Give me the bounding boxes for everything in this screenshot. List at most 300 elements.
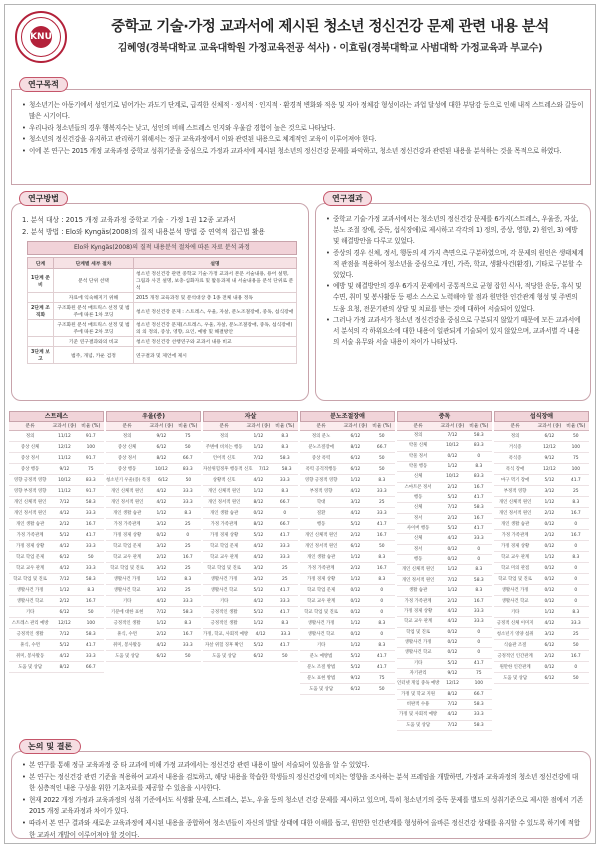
result-table-cell: 0: [477, 546, 481, 552]
result-table-row: [203, 629, 298, 640]
result-table-cell: 6/12: [156, 445, 167, 450]
result-table-cell: 0: [380, 632, 384, 637]
result-table-cell: 가정 가족관계: [113, 522, 141, 527]
result-table-cell: 50: [282, 654, 288, 659]
result-table-cell: 증상 신체: [117, 445, 137, 450]
result-table-row: [106, 585, 201, 596]
result-table-cell: 긍정적인 생활: [113, 621, 141, 626]
result-table-heading: 교과서 (종): [537, 424, 562, 429]
result-table-cell: 16.7: [473, 484, 484, 490]
university-logo: [15, 11, 67, 63]
result-table-row: [9, 464, 104, 475]
result-table-cell: 0: [477, 557, 481, 563]
result-table-row: [397, 431, 492, 441]
method-table-heading: 단계별 세부 절차: [54, 258, 134, 269]
result-table-cell: 8.3: [378, 643, 386, 648]
result-table-row: [203, 464, 298, 475]
result-table-row: [300, 464, 395, 475]
result-table-cell: 0/12: [544, 566, 555, 571]
method-table-cell: 범주, 개념, 카운 검정: [54, 347, 134, 364]
result-table-cell: 41.7: [376, 665, 387, 670]
result-table-cell: 33.3: [182, 599, 193, 604]
result-table-cell: 50: [379, 544, 385, 549]
result-table-cell: 1/12: [447, 588, 458, 594]
result-table-cell: 6/12: [350, 434, 361, 439]
result-table-cell: 10/12: [446, 443, 459, 449]
result-table-cell: 8/12: [253, 500, 264, 505]
result-table-row: [106, 552, 201, 563]
result-table-row: [9, 497, 104, 508]
result-table-row: [300, 508, 395, 519]
result-table-row: [9, 563, 104, 574]
result-table-row: [494, 475, 589, 486]
result-table-cell: 증상 정서: [20, 456, 40, 461]
result-table-cell: 8/12: [59, 665, 70, 670]
discussion-item: • 현재 2022 개정 가정과 교육과정의 성취 기준에서도 식생활 문제, 스트레스, 분노, 우울 등의 청소년 건강 문제를 제시하고 있으며, 특히 청소년기의 중독 문제를 별도의 성취기준으로 제시한 점에서 기존 2015 개정 교육과정과 차이가 있다.: [22, 795, 584, 818]
result-table-row: [203, 486, 298, 497]
result-table-cell: 50: [573, 434, 579, 439]
result-table-row: [300, 596, 395, 607]
result-table-cell: 증상 신체: [20, 445, 40, 450]
result-table-cell: 5/12: [350, 654, 361, 659]
method-table-cell: 2015 개정 교육과정 및 분석대상 총 1종 전체 내용 정독: [134, 293, 297, 303]
result-table-cell: 가정 및 학교 지원: [401, 691, 436, 697]
result-table-row: [494, 497, 589, 508]
result-table-cell: 2/12: [350, 566, 361, 571]
result-table-cell: 8.3: [572, 555, 580, 560]
result-table-cell: 10/12: [446, 474, 459, 480]
result-table-row: [300, 442, 395, 453]
result-table-cell: 8.3: [475, 464, 483, 470]
result-table-header: [9, 422, 104, 431]
method-table-header: [28, 258, 297, 269]
result-table-cell: 33.3: [376, 489, 387, 494]
result-table-row: [106, 596, 201, 607]
result-table-cell: 4/12: [59, 654, 70, 659]
result-table-header: [494, 422, 589, 431]
method-table-row: [28, 337, 297, 347]
result-table-cell: 83.3: [182, 467, 193, 472]
result-table-row: [203, 508, 298, 519]
result-table-row: [9, 530, 104, 541]
result-table-cell: 주변에 비치는 행동: [205, 445, 243, 450]
result-table-row: [106, 563, 201, 574]
result-table-row: [494, 519, 589, 530]
result-table-cell: 학교 미의 관점: [500, 566, 530, 571]
result-table-cell: 가정 경제 상황: [403, 608, 433, 614]
result-table-cell: 4/12: [156, 599, 167, 604]
result-table-cell: 휴식, 수면: [20, 643, 40, 648]
result-table-cell: 12/12: [446, 681, 459, 687]
result-table-cell: 개인 생활 습관: [209, 511, 239, 516]
result-table-cell: 7/12: [447, 577, 458, 583]
result-table-row: [494, 563, 589, 574]
result-table-row: [494, 585, 589, 596]
result-table-cell: 0: [574, 544, 578, 549]
result-table-cell: 12/12: [543, 445, 556, 450]
result-table-cell: 행동: [413, 557, 423, 563]
result-table-cell: 9/12: [447, 670, 458, 676]
result-table-row: [9, 629, 104, 640]
result-table-cell: 91.7: [85, 489, 96, 494]
result-table-heading: 교과서 (종): [149, 424, 174, 429]
result-table-cell: 1/12: [350, 643, 361, 648]
result-table-row: [397, 721, 492, 731]
result-table-row: [300, 662, 395, 673]
result-table-cell: 도움 및 상담: [115, 654, 140, 659]
result-table-heading: 비율 (%): [372, 424, 392, 429]
result-table-title: 자살: [203, 411, 298, 422]
result-table-cell: 1/12: [156, 511, 167, 516]
result-table-row: [106, 629, 201, 640]
result-table-row: [397, 659, 492, 669]
result-table-cell: 긍정적인 인간관계: [497, 654, 533, 659]
result-table-cell: 7/12: [59, 577, 70, 582]
result-table-cell: 생활사건 학교: [113, 588, 141, 593]
result-table-row: [9, 431, 104, 442]
result-table-row: [494, 508, 589, 519]
result-table-cell: 7/12: [59, 632, 70, 637]
result-table-cell: 0/12: [447, 639, 458, 645]
result-table-cell: 75: [185, 434, 191, 439]
result-table-row: [300, 486, 395, 497]
result-table-cell: 58.3: [85, 500, 96, 505]
result-table-cell: 3/12: [350, 500, 361, 505]
result-table-cell: 거식증: [508, 445, 522, 450]
method-list: [22, 214, 304, 238]
result-table-cell: 개인 생활 습관: [15, 522, 45, 527]
result-table-cell: 9/12: [544, 456, 555, 461]
method-table-cell: [28, 337, 54, 347]
result-table-cell: 1/12: [544, 610, 555, 615]
result-table-row: [9, 618, 104, 629]
result-table-row: [397, 441, 492, 451]
result-table-cell: 가정 경제 상황: [15, 544, 45, 549]
result-table-cell: 학교 학업 문제: [112, 544, 142, 549]
result-table-cell: 개인 생활 습관: [112, 511, 142, 516]
result-table-cell: 4/12: [447, 619, 458, 625]
result-table-cell: 4/12: [253, 544, 264, 549]
result-table-cell: 8.3: [281, 489, 289, 494]
result-table-cell: 91.7: [85, 456, 96, 461]
result-table-cell: 개인 생활 습관: [306, 555, 336, 560]
result-table-cell: 0: [477, 650, 481, 656]
method-table-cell: 구조화된 분석 매트릭스 선정 및 범주에 따른 2차 코딩: [54, 320, 134, 337]
result-table-row: [397, 700, 492, 710]
result-table-row: [300, 497, 395, 508]
result-table-cell: 학업 및 진로: [406, 629, 431, 635]
result-table-row: [203, 442, 298, 453]
result-table-cell: 기타: [219, 599, 229, 604]
result-table-cell: 0: [477, 639, 481, 645]
result-table-cell: 8.3: [572, 500, 580, 505]
result-table-cell: 8.3: [184, 511, 192, 516]
result-table-cell: 0/12: [447, 453, 458, 459]
result-table-cell: 개인 신체적 원인: [207, 489, 241, 494]
result-table-cell: 33.3: [473, 608, 484, 614]
result-table-cell: 9/12: [350, 676, 361, 681]
result-table-cell: 식습관 조절: [503, 643, 527, 648]
result-table-cell: 50: [185, 654, 191, 659]
result-table-cell: 11/12: [58, 434, 71, 439]
result-table-cell: 생활사건 가정: [210, 577, 238, 582]
results-item: • 그러나 가정 교과서가 청소년 정신건강을 중심으로 구분되지 않았기 때문에 모든 교과서에서 분석의 각 하위요소에 대한 내용이 일관되게 기술되어 있지 않았으며, 교과서별 각 내용의 서술 유무와 서술 내용이 차이가 나타났다.: [326, 315, 584, 349]
result-table-cell: 8.3: [572, 610, 580, 615]
result-table-cell: 66.7: [376, 445, 387, 450]
result-table-cell: 33.3: [182, 500, 193, 505]
purpose-label: 연구목적: [19, 77, 68, 92]
result-table-row: [300, 541, 395, 552]
result-table-cell: 2/12: [59, 599, 70, 604]
result-table-cell: 2/12: [544, 511, 555, 516]
result-table-cell: 생활사건 학교: [501, 599, 529, 604]
result-table-row: [106, 486, 201, 497]
result-table-cell: 학교 학업 문제: [209, 544, 239, 549]
result-table-cell: 기타: [510, 610, 520, 615]
result-table-cell: 학교 교우 관계: [209, 555, 239, 560]
result-table-cell: 9/12: [59, 467, 70, 472]
result-table-cell: 66.7: [182, 456, 193, 461]
result-table-row: [397, 607, 492, 617]
result-table-cell: 생활사건 학교: [16, 599, 44, 604]
result-table-cell: 약물 행동: [408, 464, 428, 470]
method-table-cell: 기준 연구결과와의 비교: [54, 337, 134, 347]
result-table-cell: 7/12: [253, 456, 264, 461]
logo-core: KNU: [30, 26, 52, 48]
result-table-cell: 도움 및 상담: [406, 722, 431, 728]
result-table-cell: 3/12: [156, 566, 167, 571]
result-table-cell: 4/12: [255, 632, 266, 637]
method-table-cell: 자료에 익숙해지기 위해: [54, 293, 134, 303]
result-table-header: [106, 422, 201, 431]
result-table-cell: 기분에 대한 표현: [110, 610, 144, 615]
result-table-cell: 정의: [510, 434, 520, 439]
result-table-cell: 3/12: [156, 588, 167, 593]
result-table-cell: 8/12: [156, 456, 167, 461]
result-table-row: [300, 607, 395, 618]
result-table-cell: 생활사건 가정: [307, 621, 335, 626]
result-table-cell: 50: [573, 643, 579, 648]
result-table-cell: 6/12: [59, 555, 70, 560]
result-table-heading: 교과서 (종): [246, 424, 271, 429]
method-table-row: [28, 293, 297, 303]
result-table-cell: 8.3: [378, 478, 386, 483]
result-table-cell: 부정적 영향: [309, 489, 333, 494]
result-table-row: [106, 618, 201, 629]
result-table-row: [106, 607, 201, 618]
result-table-row: [203, 640, 298, 651]
result-table-cell: 개인 정서적 원인: [304, 544, 338, 549]
result-table-cell: 개인 정서적 원인: [498, 511, 532, 516]
result-table-cell: 58.3: [473, 701, 484, 707]
purpose-item: • 청소년기는 아동기에서 성인기로 넘어가는 과도기 단계로, 급격한 신체적 · 정서적 · 인지적 · 환경적 변화와 적응 및 자아 정체감 형성이라는 과업 달성에 대한 부담감 등으로 인해 내적 스트레스와 갈등이 많은 시기이다.: [22, 100, 584, 123]
result-table-cell: 4/12: [447, 608, 458, 614]
result-table-cell: 스트레스 관리 예방: [11, 621, 49, 626]
result-table-cell: 75: [476, 670, 482, 676]
method-table-body: [28, 269, 297, 364]
method-table-heading: 설명: [134, 258, 297, 269]
result-table-cell: 4/12: [59, 511, 70, 516]
result-table-cell: 0/12: [544, 599, 555, 604]
discussion-list: [22, 760, 584, 841]
result-table-cell: 5/12: [447, 495, 458, 501]
method-table-cell: 청소년 정신건강 문제 : 스트레스, 우울, 자살, 분노조절장애, 중독, 섭식장애: [134, 303, 297, 320]
discussion-item: • 본 연구는 정신건강 관련 기준을 적용하여 교과서 내용을 검토하고, 해당 내용을 학습한 학생들의 정신건강에 미치는 영향을 조사하는 분석 프레임을 개발하면, 가정과 교육과정의 청소년 정신건강에 대한 심층적인 내용 구성을 위한 기초자료를 제공할 수 있음을 시사한다.: [22, 772, 584, 795]
result-table-cell: 사이버 행동: [406, 526, 430, 532]
result-table-row: [9, 475, 104, 486]
result-table-cell: 4/12: [253, 555, 264, 560]
result-table-cell: 정서: [413, 546, 423, 552]
result-table-row: [106, 497, 201, 508]
result-table-cell: 12/12: [58, 445, 71, 450]
result-table-cell: 33.3: [570, 621, 581, 626]
result-table-cell: 자살 위험 징후 확인: [205, 643, 244, 648]
result-table-cell: 33.3: [279, 478, 290, 483]
result-table-cell: 분노 예방법: [309, 654, 333, 659]
discussion-box: [11, 751, 591, 839]
result-table-row: [203, 519, 298, 530]
result-table-cell: 100: [86, 445, 95, 450]
result-table-cell: 12/12: [58, 621, 71, 626]
result-table-cell: 가정 경제 상황: [500, 544, 530, 549]
result-table-cell: 10/12: [58, 478, 71, 483]
result-table-rows: [397, 431, 492, 731]
poster-title: 중학교 기술·가정 교과서에 제시된 청소년 정신건강 문제 관련 내용 분석: [111, 19, 549, 35]
result-table-cell: 1/12: [350, 621, 361, 626]
result-table-cell: 2/12: [156, 632, 167, 637]
result-table-cell: 100: [571, 445, 580, 450]
result-table-cell: 33.3: [85, 511, 96, 516]
result-table-cell: 3/12: [253, 566, 264, 571]
result-table-row: [9, 596, 104, 607]
result-table-cell: 1/12: [447, 464, 458, 470]
result-table-row: [397, 503, 492, 513]
result-table-cell: 0/12: [447, 629, 458, 635]
result-table-cell: 25: [573, 632, 579, 637]
result-table-cell: 개인 신체적 원인: [401, 567, 435, 573]
result-table-row: [494, 618, 589, 629]
method-table-row: [28, 303, 297, 320]
result-table-cell: 긍정적 신체 이미지: [496, 621, 534, 626]
result-table-cell: 학교 교우 관계: [112, 555, 142, 560]
result-table-cell: 1/12: [350, 577, 361, 582]
result-table-cell: 개인 신체적 원인: [13, 500, 47, 505]
result-table-row: [397, 638, 492, 648]
result-table-cell: 개인 생활 습관: [500, 522, 530, 527]
result-table-cell: 33.3: [182, 643, 193, 648]
result-table-cell: 33.3: [279, 599, 290, 604]
result-table-row: [203, 453, 298, 464]
result-table-cell: 0/12: [350, 588, 361, 593]
result-table-cell: 학교 교우 관계: [15, 566, 45, 571]
result-table-row: [494, 574, 589, 585]
result-table-cell: 16.7: [570, 511, 581, 516]
result-table-cell: 100: [571, 467, 580, 472]
result-table-cell: 4/12: [350, 489, 361, 494]
result-table-cell: 행동: [413, 495, 423, 501]
result-table: [203, 411, 298, 733]
result-table-cell: 학교 교우 관계: [306, 599, 336, 604]
method-table-cell: 2단계 조직화: [28, 303, 54, 320]
result-table-row: [106, 464, 201, 475]
result-table-row: [397, 617, 492, 627]
result-table-cell: 개인 신체적 원인: [304, 533, 338, 538]
result-table-cell: 2/12: [59, 522, 70, 527]
result-table-cell: 1/12: [544, 500, 555, 505]
result-table-cell: 33.3: [182, 489, 193, 494]
result-table-cell: 41.7: [279, 643, 290, 648]
result-table-heading: 교과서 (종): [343, 424, 368, 429]
method-table-cell: 구조화된 분석 매트릭스 선정 및 범주에 따른 1차 코딩: [54, 303, 134, 320]
result-table-cell: 5/12: [253, 588, 264, 593]
result-table-row: [494, 640, 589, 651]
result-table-cell: 스마트폰 정서: [404, 484, 432, 490]
result-table-cell: 66.7: [473, 691, 484, 697]
result-table-rows: [494, 431, 589, 684]
result-table-row: [494, 607, 589, 618]
result-table-rows: [9, 431, 104, 673]
result-table-cell: 16.7: [570, 533, 581, 538]
result-table-cell: 8.3: [281, 434, 289, 439]
result-table-cell: 16.7: [473, 515, 484, 521]
result-table-cell: 도움 및 상담: [309, 687, 334, 692]
result-table-header: [397, 422, 492, 431]
result-table-row: [203, 618, 298, 629]
result-table-cell: 41.7: [85, 533, 96, 538]
result-table-row: [203, 475, 298, 486]
result-table-cell: 58.3: [85, 577, 96, 582]
result-table-cell: 16.7: [473, 598, 484, 604]
result-table-cell: 50: [379, 687, 385, 692]
result-table-cell: 정의 분노: [311, 434, 331, 439]
result-table-cell: 약물 정서: [408, 453, 428, 459]
result-table-cell: 3/12: [544, 489, 555, 494]
result-table-cell: 10/12: [155, 467, 168, 472]
result-table-rows: [203, 431, 298, 662]
result-table-cell: 긍정적인 생활: [210, 610, 238, 615]
result-table-row: [300, 585, 395, 596]
result-table-cell: 2/12: [447, 598, 458, 604]
result-table-row: [494, 651, 589, 662]
result-table-cell: 100: [474, 681, 484, 687]
result-table-cell: 1/12: [253, 445, 264, 450]
result-table: [9, 411, 104, 733]
method-table-heading: 단계: [28, 258, 54, 269]
result-table-cell: 학교 교우 관계: [403, 619, 433, 625]
result-table-row: [397, 565, 492, 575]
result-table-row: [203, 585, 298, 596]
result-table-cell: 증상 정서: [117, 456, 137, 461]
result-table-cell: 긍정적인 생활: [16, 632, 44, 637]
result-table-cell: 개인 정서적 원인: [110, 500, 144, 505]
result-table-row: [300, 651, 395, 662]
result-table-row: [300, 618, 395, 629]
result-table-row: [9, 640, 104, 651]
result-table-cell: 도움 및 상담: [18, 665, 43, 670]
result-table-cell: 8.3: [475, 567, 483, 573]
result-table-cell: 58.3: [473, 577, 484, 583]
result-table-cell: 0: [283, 511, 287, 516]
result-table-cell: 0/12: [350, 599, 361, 604]
result-table-cell: 75: [379, 676, 385, 681]
result-table-row: [397, 462, 492, 472]
result-table-cell: 41.7: [376, 654, 387, 659]
result-table-cell: 자살위험정후 행동적 신호: [203, 467, 253, 472]
result-table-cell: 25: [185, 588, 191, 593]
result-table-cell: 5/12: [253, 643, 264, 648]
result-table-cell: 0: [574, 577, 578, 582]
result-table-cell: 0/12: [156, 533, 167, 538]
